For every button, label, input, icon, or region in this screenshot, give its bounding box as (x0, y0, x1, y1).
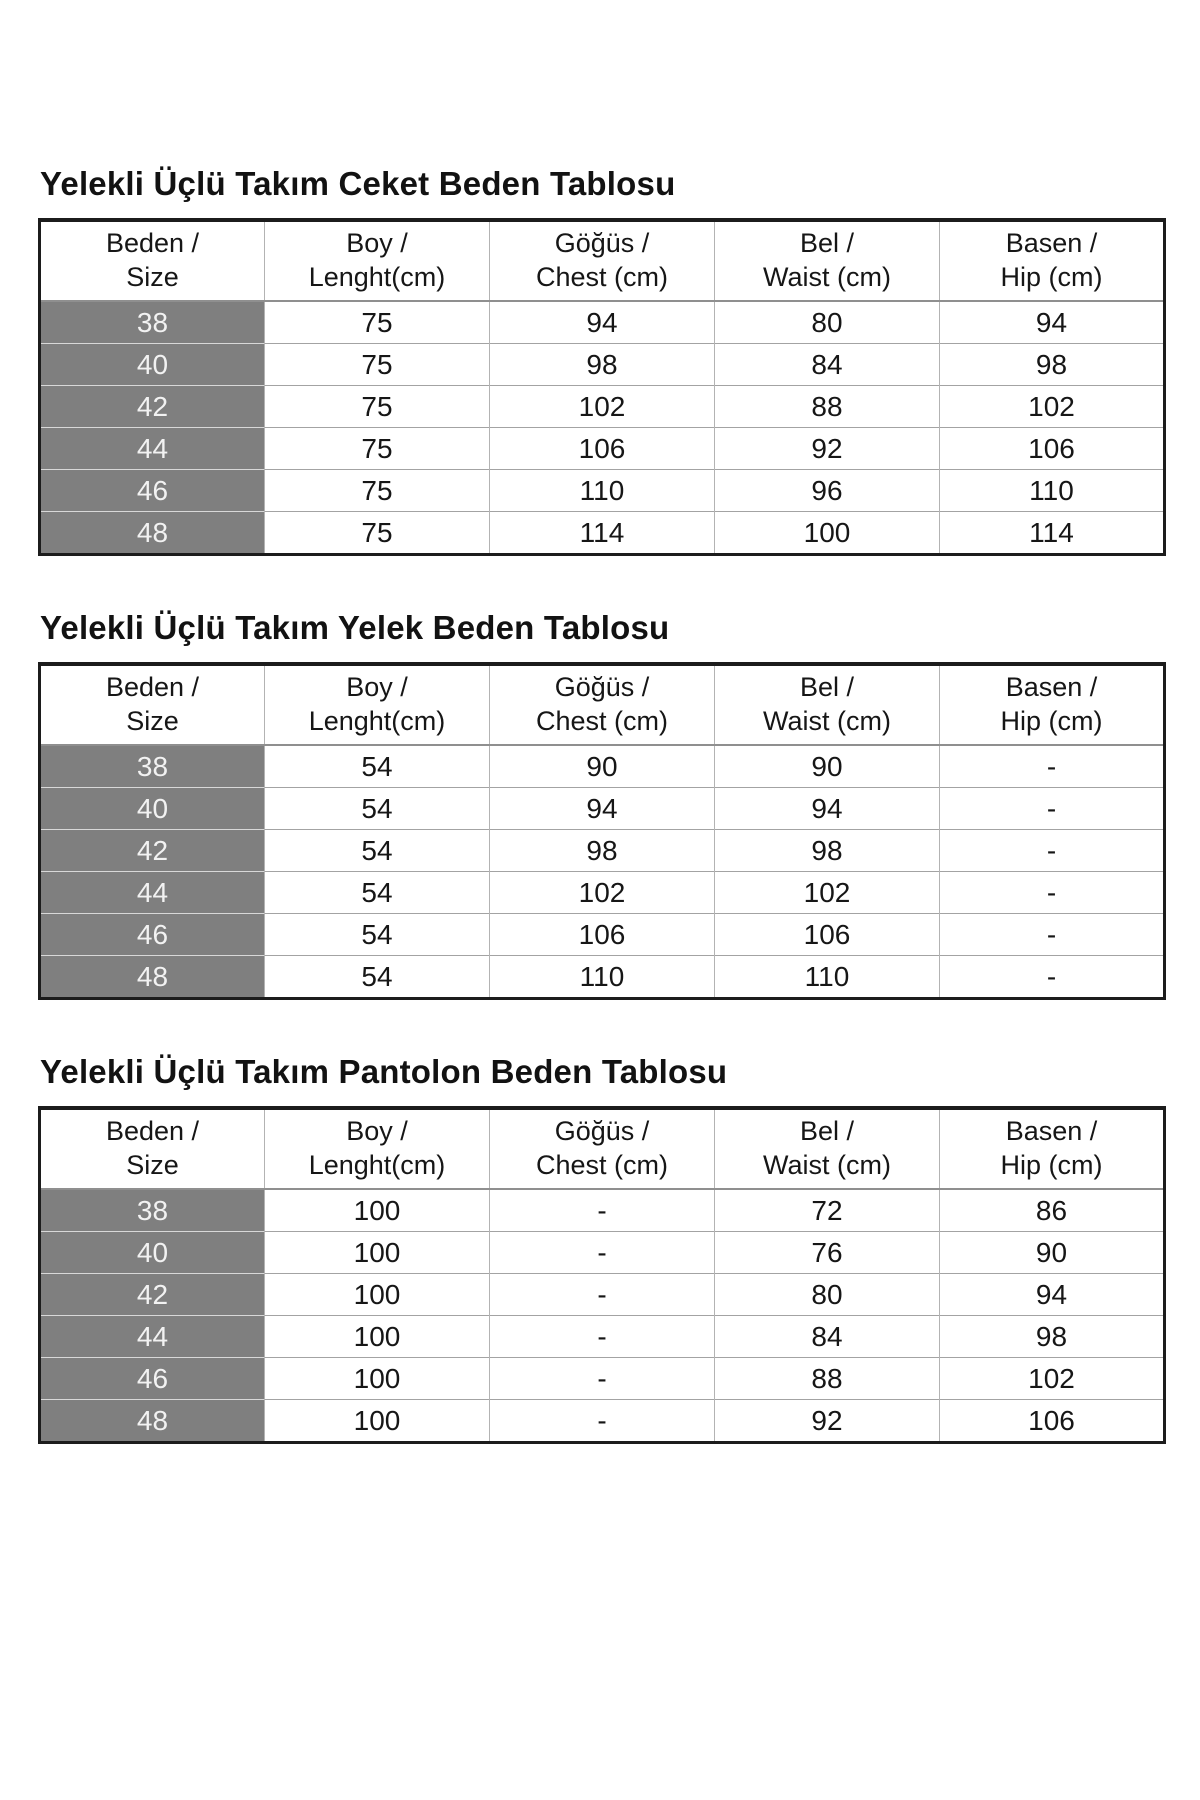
hip-cell: 106 (940, 1400, 1165, 1443)
hip-cell: - (940, 830, 1165, 872)
header-row (40, 220, 1165, 301)
chest-cell: - (490, 1316, 715, 1358)
header-row (40, 1108, 1165, 1189)
hip-cell: 94 (940, 1274, 1165, 1316)
size-cell: 48 (40, 1400, 265, 1443)
table-row (40, 1400, 1165, 1443)
hip-cell: 110 (940, 470, 1165, 512)
vest-table-body (40, 745, 1165, 999)
size-cell: 46 (40, 914, 265, 956)
table-row (40, 428, 1165, 470)
size-cell: 46 (40, 1358, 265, 1400)
waist-cell: 106 (715, 914, 940, 956)
size-cell: 40 (40, 788, 265, 830)
waist-cell: 72 (715, 1189, 940, 1232)
length-cell: 100 (265, 1189, 490, 1232)
hip-cell: - (940, 872, 1165, 914)
header-row (40, 664, 1165, 745)
hip-cell: 106 (940, 428, 1165, 470)
table-row (40, 470, 1165, 512)
waist-cell: 80 (715, 301, 940, 344)
length-cell: 75 (265, 301, 490, 344)
table-row (40, 512, 1165, 555)
waist-cell: 90 (715, 745, 940, 788)
size-cell: 42 (40, 386, 265, 428)
hip-cell: 90 (940, 1232, 1165, 1274)
table-row (40, 872, 1165, 914)
vest-table-title: Yelekli Üçlü Takım Yelek Beden Tablosu (40, 609, 670, 646)
col-header-chest: Göğüs / Chest (cm) (490, 220, 715, 301)
chest-cell: 106 (490, 428, 715, 470)
length-cell: 75 (265, 428, 490, 470)
waist-cell: 92 (715, 428, 940, 470)
chest-cell: 98 (490, 344, 715, 386)
hip-cell: 86 (940, 1189, 1165, 1232)
size-cell: 46 (40, 470, 265, 512)
col-header-chest: Göğüs / Chest (cm) (490, 1108, 715, 1189)
table-row (40, 1274, 1165, 1316)
size-cell: 48 (40, 512, 265, 555)
waist-cell: 94 (715, 788, 940, 830)
waist-cell: 92 (715, 1400, 940, 1443)
waist-cell: 80 (715, 1274, 940, 1316)
chest-cell: 94 (490, 301, 715, 344)
length-cell: 54 (265, 830, 490, 872)
length-cell: 75 (265, 512, 490, 555)
waist-cell: 102 (715, 872, 940, 914)
size-cell: 38 (40, 301, 265, 344)
length-cell: 54 (265, 914, 490, 956)
size-cell: 38 (40, 1189, 265, 1232)
size-cell: 44 (40, 1316, 265, 1358)
jacket-table-header (40, 220, 1165, 301)
waist-cell: 76 (715, 1232, 940, 1274)
chest-cell: 102 (490, 386, 715, 428)
waist-cell: 96 (715, 470, 940, 512)
table-row (40, 914, 1165, 956)
jacket-size-section (38, 165, 1170, 556)
length-cell: 100 (265, 1274, 490, 1316)
size-cell: 42 (40, 830, 265, 872)
col-header-size: Beden / Size (40, 664, 265, 745)
table-row (40, 788, 1165, 830)
hip-cell: 102 (940, 1358, 1165, 1400)
length-cell: 54 (265, 956, 490, 999)
hip-cell: 98 (940, 1316, 1165, 1358)
jacket-table-body (40, 301, 1165, 555)
col-header-chest: Göğüs / Chest (cm) (490, 664, 715, 745)
length-cell: 75 (265, 470, 490, 512)
chest-cell: 102 (490, 872, 715, 914)
chest-cell: - (490, 1274, 715, 1316)
size-cell: 40 (40, 1232, 265, 1274)
waist-cell: 84 (715, 344, 940, 386)
vest-table-header (40, 664, 1165, 745)
length-cell: 75 (265, 386, 490, 428)
table-row (40, 1316, 1165, 1358)
col-header-waist: Bel / Waist (cm) (715, 220, 940, 301)
vest-size-table (38, 662, 1166, 1000)
length-cell: 54 (265, 872, 490, 914)
chest-cell: 94 (490, 788, 715, 830)
length-cell: 100 (265, 1232, 490, 1274)
length-cell: 54 (265, 788, 490, 830)
waist-cell: 100 (715, 512, 940, 555)
col-header-hip: Basen / Hip (cm) (940, 220, 1165, 301)
chest-cell: - (490, 1232, 715, 1274)
pants-size-section (38, 1053, 1170, 1444)
chest-cell: - (490, 1189, 715, 1232)
size-cell: 44 (40, 872, 265, 914)
table-row (40, 344, 1165, 386)
pants-size-table (38, 1106, 1166, 1444)
hip-cell: - (940, 956, 1165, 999)
chest-cell: - (490, 1400, 715, 1443)
size-cell: 44 (40, 428, 265, 470)
jacket-size-table (38, 218, 1166, 556)
length-cell: 54 (265, 745, 490, 788)
pants-table-header (40, 1108, 1165, 1189)
chest-cell: 98 (490, 830, 715, 872)
pants-table-body (40, 1189, 1165, 1443)
waist-cell: 88 (715, 1358, 940, 1400)
length-cell: 75 (265, 344, 490, 386)
col-header-waist: Bel / Waist (cm) (715, 1108, 940, 1189)
hip-cell: - (940, 745, 1165, 788)
table-row (40, 830, 1165, 872)
hip-cell: 114 (940, 512, 1165, 555)
waist-cell: 98 (715, 830, 940, 872)
col-header-length: Boy / Lenght(cm) (265, 220, 490, 301)
col-header-waist: Bel / Waist (cm) (715, 664, 940, 745)
col-header-size: Beden / Size (40, 1108, 265, 1189)
hip-cell: 102 (940, 386, 1165, 428)
hip-cell: - (940, 788, 1165, 830)
table-row (40, 1358, 1165, 1400)
length-cell: 100 (265, 1400, 490, 1443)
jacket-table-title: Yelekli Üçlü Takım Ceket Beden Tablosu (40, 165, 676, 202)
table-row (40, 1189, 1165, 1232)
table-row (40, 956, 1165, 999)
col-header-hip: Basen / Hip (cm) (940, 1108, 1165, 1189)
col-header-length: Boy / Lenght(cm) (265, 664, 490, 745)
table-row (40, 1232, 1165, 1274)
size-cell: 40 (40, 344, 265, 386)
chest-cell: 106 (490, 914, 715, 956)
chest-cell: - (490, 1358, 715, 1400)
hip-cell: 94 (940, 301, 1165, 344)
col-header-size: Beden / Size (40, 220, 265, 301)
hip-cell: 98 (940, 344, 1165, 386)
table-row (40, 745, 1165, 788)
waist-cell: 84 (715, 1316, 940, 1358)
size-cell: 38 (40, 745, 265, 788)
size-cell: 48 (40, 956, 265, 999)
chest-cell: 114 (490, 512, 715, 555)
chest-cell: 110 (490, 956, 715, 999)
size-cell: 42 (40, 1274, 265, 1316)
hip-cell: - (940, 914, 1165, 956)
table-row (40, 301, 1165, 344)
chest-cell: 110 (490, 470, 715, 512)
length-cell: 100 (265, 1316, 490, 1358)
vest-size-section (38, 609, 1170, 1000)
waist-cell: 88 (715, 386, 940, 428)
length-cell: 100 (265, 1358, 490, 1400)
table-row (40, 386, 1165, 428)
chest-cell: 90 (490, 745, 715, 788)
pants-table-title: Yelekli Üçlü Takım Pantolon Beden Tablosu (40, 1053, 728, 1090)
col-header-hip: Basen / Hip (cm) (940, 664, 1165, 745)
col-header-length: Boy / Lenght(cm) (265, 1108, 490, 1189)
waist-cell: 110 (715, 956, 940, 999)
